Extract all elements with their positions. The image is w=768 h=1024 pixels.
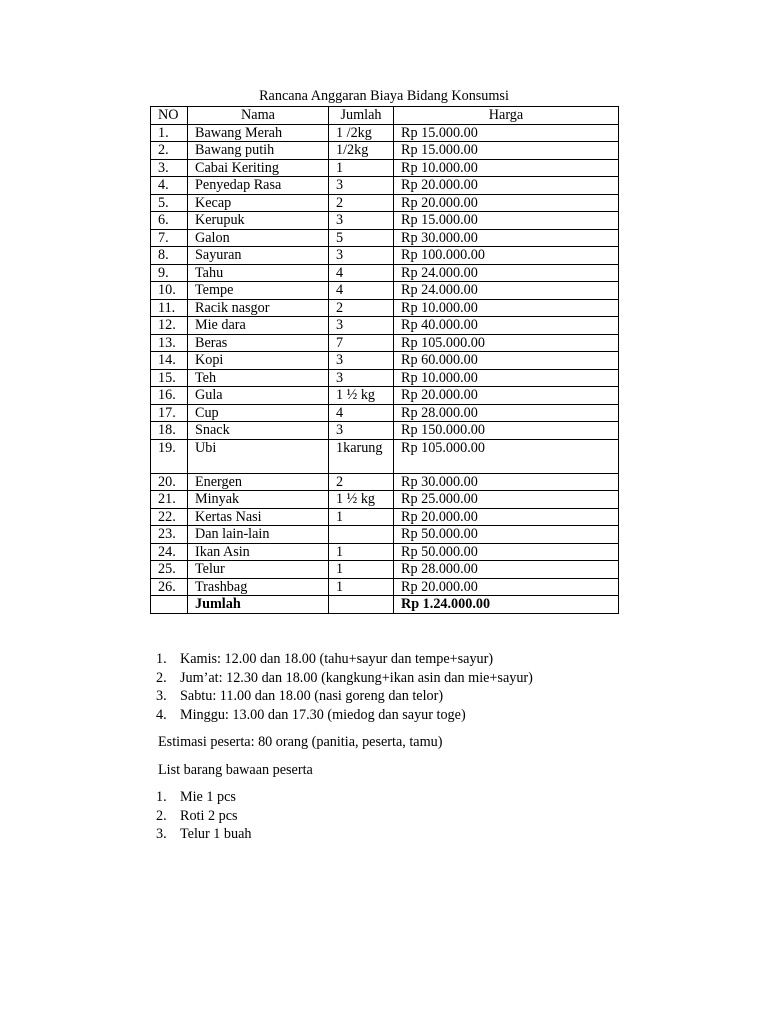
cell-jumlah: 2 (329, 299, 394, 317)
table-row (151, 439, 619, 473)
table-row (151, 369, 619, 387)
bring-item (156, 825, 252, 844)
cell-harga: Rp 15.000.00 (394, 212, 619, 230)
table-row (151, 404, 619, 422)
cell-harga: Rp 10.000.00 (394, 369, 619, 387)
items-list-title: List barang bawaan peserta (158, 762, 313, 778)
cell-harga: Rp 20.000.00 (394, 508, 619, 526)
cell-jumlah: 1karung (329, 439, 394, 473)
cell-no: 13. (151, 334, 188, 352)
cell-jumlah: 2 (329, 194, 394, 212)
cell-no: 23. (151, 526, 188, 544)
total-no-cell (151, 596, 188, 614)
cell-harga: Rp 40.000.00 (394, 317, 619, 335)
list-text: Roti 2 pcs (180, 807, 238, 824)
cell-harga: Rp 15.000.00 (394, 124, 619, 142)
cell-jumlah: 4 (329, 282, 394, 300)
table-row (151, 159, 619, 177)
list-number: 1. (156, 789, 167, 805)
cell-jumlah: 1/2kg (329, 142, 394, 160)
cell-harga: Rp 20.000.00 (394, 194, 619, 212)
cell-harga: Rp 100.000.00 (394, 247, 619, 265)
cell-harga: Rp 50.000.00 (394, 526, 619, 544)
table-row (151, 508, 619, 526)
table-row (151, 561, 619, 579)
cell-jumlah: 3 (329, 369, 394, 387)
table-row (151, 422, 619, 440)
table-row (151, 177, 619, 195)
list-text: Mie 1 pcs (180, 789, 236, 805)
list-number: 3. (156, 688, 167, 704)
table-row (151, 473, 619, 491)
cell-nama: Gula (188, 387, 329, 405)
table-row (151, 247, 619, 265)
list-text: Telur 1 buah (180, 826, 252, 842)
cell-jumlah: 1 ½ kg (329, 387, 394, 405)
cell-harga: Rp 20.000.00 (394, 578, 619, 596)
cell-jumlah: 3 (329, 247, 394, 265)
cell-nama: Bawang Merah (188, 124, 329, 142)
table-row (151, 526, 619, 544)
cell-jumlah: 1 (329, 508, 394, 526)
cell-jumlah: 5 (329, 229, 394, 247)
cell-nama: Kerupuk (188, 212, 329, 230)
table-row (151, 543, 619, 561)
cell-no: 24. (151, 543, 188, 561)
cell-jumlah: 1 /2kg (329, 124, 394, 142)
cell-harga: Rp 150.000.00 (394, 422, 619, 440)
cell-jumlah: 3 (329, 212, 394, 230)
cell-nama: Racik nasgor (188, 299, 329, 317)
cell-jumlah: 3 (329, 177, 394, 195)
cell-harga: Rp 30.000.00 (394, 229, 619, 247)
cell-harga: Rp 10.000.00 (394, 159, 619, 177)
total-label: Jumlah (188, 596, 329, 614)
total-row (151, 596, 619, 614)
cell-no: 21. (151, 491, 188, 509)
document-title: Rancana Anggaran Biaya Bidang Konsumsi (259, 88, 509, 104)
cell-jumlah: 2 (329, 473, 394, 491)
cell-nama: Kopi (188, 352, 329, 370)
cell-no: 26. (151, 578, 188, 596)
schedule-item (156, 687, 533, 706)
list-text: Sabtu: 11.00 dan 18.00 (nasi goreng dan telor) (180, 688, 444, 704)
cell-nama: Ikan Asin (188, 543, 329, 561)
cell-harga: Rp 15.000.00 (394, 142, 619, 160)
total-jumlah-cell (329, 596, 394, 614)
cell-nama: Teh (188, 369, 329, 387)
total-harga: Rp 1.24.000.00 (394, 596, 619, 614)
cell-nama: Kecap (188, 194, 329, 212)
cell-harga: Rp 20.000.00 (394, 387, 619, 405)
meal-schedule-list (156, 650, 533, 724)
cell-harga: Rp 105.000.00 (394, 439, 619, 473)
list-number: 4. (156, 706, 167, 723)
table-row (151, 578, 619, 596)
list-number: 3. (156, 826, 167, 842)
cell-no: 2. (151, 142, 188, 160)
table-row (151, 352, 619, 370)
cell-nama: Energen (188, 473, 329, 491)
table-row (151, 264, 619, 282)
list-number: 2. (156, 669, 167, 686)
cell-nama: Kertas Nasi (188, 508, 329, 526)
header-nama: Nama (188, 107, 329, 125)
bring-item (156, 807, 252, 826)
cell-jumlah: 7 (329, 334, 394, 352)
cell-no: 16. (151, 387, 188, 405)
list-text: Kamis: 12.00 dan 18.00 (tahu+sayur dan tempe+sayur) (180, 651, 494, 667)
cell-nama: Dan lain-lain (188, 526, 329, 544)
cell-nama: Tahu (188, 264, 329, 282)
participant-items-list (156, 788, 252, 844)
cell-no: 12. (151, 317, 188, 335)
cell-nama: Beras (188, 334, 329, 352)
cell-harga: Rp 60.000.00 (394, 352, 619, 370)
cell-nama: Trashbag (188, 578, 329, 596)
header-harga: Harga (394, 107, 619, 125)
cell-no: 20. (151, 473, 188, 491)
cell-jumlah: 1 (329, 578, 394, 596)
schedule-item (156, 669, 533, 688)
cell-nama: Tempe (188, 282, 329, 300)
cell-no: 4. (151, 177, 188, 195)
cell-harga: Rp 10.000.00 (394, 299, 619, 317)
table-row (151, 299, 619, 317)
table-row (151, 124, 619, 142)
list-number: 1. (156, 651, 167, 667)
cell-harga: Rp 28.000.00 (394, 404, 619, 422)
cell-nama: Telur (188, 561, 329, 579)
cell-nama: Penyedap Rasa (188, 177, 329, 195)
table-row (151, 212, 619, 230)
table-row (151, 229, 619, 247)
cell-jumlah: 1 (329, 159, 394, 177)
list-text: Jum’at: 12.30 dan 18.00 (kangkung+ikan asin dan mie+sayur) (180, 669, 533, 686)
table-row (151, 387, 619, 405)
table-row (151, 334, 619, 352)
budget-table (150, 106, 619, 614)
list-number: 2. (156, 807, 167, 824)
cell-no: 19. (151, 439, 188, 473)
cell-no: 25. (151, 561, 188, 579)
cell-nama: Minyak (188, 491, 329, 509)
cell-harga: Rp 105.000.00 (394, 334, 619, 352)
bring-item (156, 788, 252, 807)
list-text: Minggu: 13.00 dan 17.30 (miedog dan sayur toge) (180, 706, 466, 723)
cell-jumlah: 3 (329, 422, 394, 440)
cell-no: 10. (151, 282, 188, 300)
cell-harga: Rp 20.000.00 (394, 177, 619, 195)
cell-jumlah: 4 (329, 264, 394, 282)
cell-no: 17. (151, 404, 188, 422)
cell-jumlah: 1 ½ kg (329, 491, 394, 509)
cell-nama: Bawang putih (188, 142, 329, 160)
cell-jumlah: 1 (329, 543, 394, 561)
cell-no: 9. (151, 264, 188, 282)
cell-jumlah: 3 (329, 317, 394, 335)
cell-jumlah: 1 (329, 561, 394, 579)
table-row (151, 317, 619, 335)
cell-harga: Rp 30.000.00 (394, 473, 619, 491)
table-row (151, 194, 619, 212)
cell-no: 11. (151, 299, 188, 317)
cell-no: 5. (151, 194, 188, 212)
cell-no: 3. (151, 159, 188, 177)
schedule-item (156, 706, 533, 725)
cell-no: 18. (151, 422, 188, 440)
cell-harga: Rp 24.000.00 (394, 264, 619, 282)
cell-no: 15. (151, 369, 188, 387)
header-jumlah: Jumlah (329, 107, 394, 125)
cell-nama: Galon (188, 229, 329, 247)
schedule-item (156, 650, 533, 669)
cell-no: 6. (151, 212, 188, 230)
budget-table-body (151, 124, 619, 596)
cell-nama: Cabai Keriting (188, 159, 329, 177)
cell-harga: Rp 25.000.00 (394, 491, 619, 509)
cell-nama: Snack (188, 422, 329, 440)
cell-harga: Rp 50.000.00 (394, 543, 619, 561)
table-row (151, 491, 619, 509)
cell-no: 14. (151, 352, 188, 370)
cell-jumlah: 4 (329, 404, 394, 422)
table-row (151, 282, 619, 300)
cell-no: 22. (151, 508, 188, 526)
cell-no: 7. (151, 229, 188, 247)
cell-nama: Ubi (188, 439, 329, 473)
cell-nama: Cup (188, 404, 329, 422)
cell-no: 1. (151, 124, 188, 142)
cell-harga: Rp 24.000.00 (394, 282, 619, 300)
participant-estimate: Estimasi peserta: 80 orang (panitia, peserta, tamu) (158, 734, 443, 750)
table-header-row (151, 107, 619, 125)
cell-no: 8. (151, 247, 188, 265)
cell-jumlah: 3 (329, 352, 394, 370)
cell-harga: Rp 28.000.00 (394, 561, 619, 579)
cell-nama: Sayuran (188, 247, 329, 265)
cell-nama: Mie dara (188, 317, 329, 335)
cell-jumlah (329, 526, 394, 544)
header-no: NO (151, 107, 188, 125)
table-row (151, 142, 619, 160)
